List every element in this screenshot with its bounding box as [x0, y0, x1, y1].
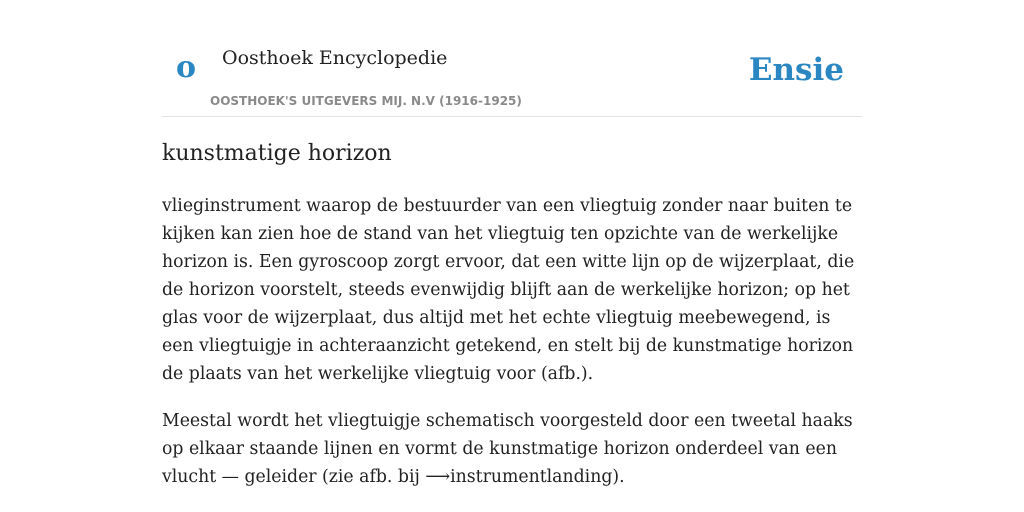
- logo-icon[interactable]: o: [176, 50, 197, 85]
- brand-logo-link[interactable]: Ensie: [748, 52, 844, 88]
- site-header: [162, 0, 862, 117]
- entry-title: kunstmatige horizon: [162, 141, 392, 166]
- entry-body: [162, 192, 862, 510]
- entry-paragraph: Meestal wordt het vliegtuigje schematisch voorgesteld door een tweetal haaks op elkaar staande lijnen en vormt de kunstmatige horizon onderdeel van een vlucht — geleider (zie afb. bij ⟶instrumentlanding).: [162, 411, 853, 487]
- site-title-link[interactable]: Oosthoek Encyclopedie: [222, 47, 448, 69]
- publisher-label: OOSTHOEK'S UITGEVERS MIJ. N.V (1916-1925): [210, 94, 522, 108]
- entry-paragraph: vlieginstrument waarop de bestuurder van een vliegtuig zonder naar buiten te kijken kan zien hoe de stand van het vliegtuig ten opzichte van de werkelijke horizon is. Een gyroscoop zorgt ervoor, dat een witte lijn op de wijzerplaat, die de horizon voorstelt, steeds evenwijdig blijft aan de werkelijke horizon; op het glas voor de wijzerplaat, dus altijd met het echte vliegtuig meebewegend, is een vliegtuigje in achteraanzicht getekend, en stelt bij de kunstmatige horizon de plaats van het werkelijke vliegtuig voor (afb.).: [162, 196, 855, 384]
